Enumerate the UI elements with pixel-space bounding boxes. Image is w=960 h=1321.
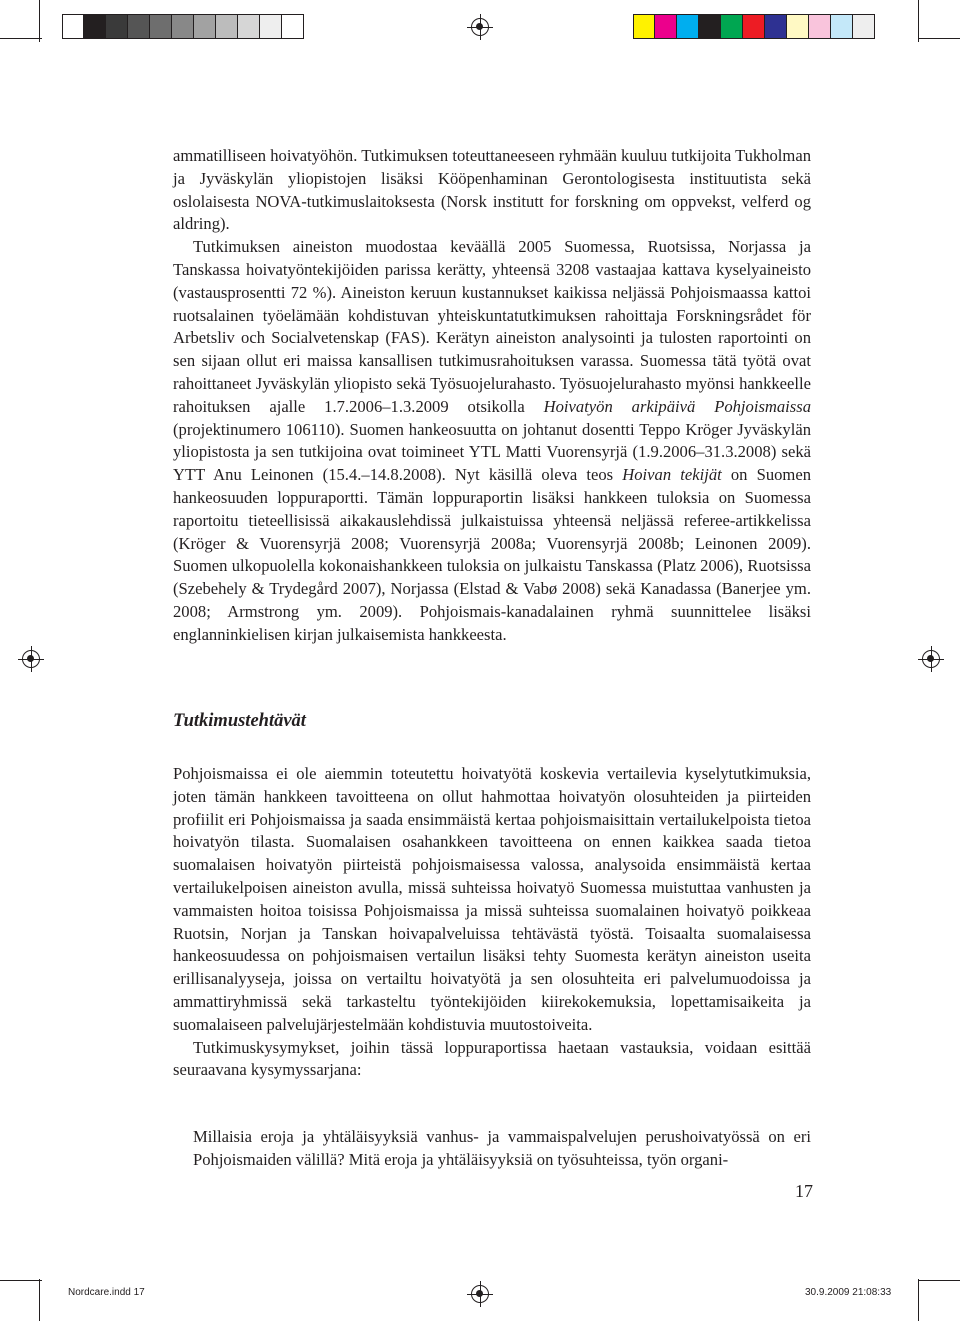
color-swatch: [831, 14, 853, 39]
paragraph-1: ammatilliseen hoivatyöhön. Tutkimuksen toteuttaneeseen ryhmään kuuluu tutkijoita Tukholman ja Jyväskylän yliopistojen lisäksi Kööpenhaminan Gerontologisesta instituutista sekä oslolaisesta NOVA-tutkimuslaitoksesta (Norsk institutt for forskning om oppvekst, velferd og aldring).: [173, 146, 811, 234]
body-text-top: [173, 145, 811, 647]
color-swatch: [677, 14, 699, 39]
color-swatch: [655, 14, 677, 39]
paragraph-2: [173, 236, 811, 646]
color-swatch: [721, 14, 743, 39]
registration-mark-bottom-icon: [471, 1285, 489, 1303]
book-title-italic: Hoivan tekijät: [622, 465, 722, 485]
gray-swatch: [62, 14, 84, 39]
registration-mark-right-icon: [922, 650, 940, 668]
crop-mark-tl-h-icon: [0, 38, 42, 39]
color-swatch: [699, 14, 721, 39]
crop-mark-tr-icon: [918, 0, 919, 42]
color-swatch: [853, 14, 875, 39]
crop-mark-br-h-icon: [918, 1280, 960, 1281]
crop-mark-bl-icon: [39, 1279, 40, 1321]
paragraph-4: Tutkimuskysymykset, joihin tässä loppuraportissa haetaan vastauksia, voidaan esittää seuraavana kysymyssarjana:: [173, 1037, 811, 1080]
color-swatch: [765, 14, 787, 39]
gray-swatch: [194, 14, 216, 39]
crop-mark-tl-icon: [39, 0, 40, 42]
gray-swatch: [150, 14, 172, 39]
crop-mark-tr-h-icon: [918, 38, 960, 39]
gray-swatch: [84, 14, 106, 39]
gray-swatch: [238, 14, 260, 39]
paragraph-2-text-a: Tutkimuksen aineiston muodostaa keväällä 2005 Suomessa, Ruotsissa, Norjassa ja Tanskassa hoivatyöntekijöiden parissa kerätty, yhteensä 3208 vastaajaa kattava kyselyaineisto (vastausprosentti 72 %). Aineiston keruun kustannukset kaikissa neljässä Pohjoismaassa kattoi ruotsalainen työelämään kohdistuvan yhteiskuntatutkimuksen rahoittaja Forskningsrådet för Arbetsliv och Socialvetenskap (FAS). Kerätyn aineiston analysointi ja tulosten raportointi on sen sijaan ollut eri maissa kansallisen tutkimusrahoituksen varassa. Suomessa tätä työtä ovat rahoittaneet Jyväskylän yliopisto sekä Työsuojelurahasto. Työsuojelurahasto myönsi hankkeelle rahoituksen ajalle 1.7.2006–1.3.2009 otsikolla: [173, 237, 811, 416]
gray-swatch: [172, 14, 194, 39]
project-title-italic: Hoivatyön arkipäivä Pohjoismaissa: [543, 396, 812, 416]
color-swatch: [787, 14, 809, 39]
gray-swatch: [128, 14, 150, 39]
paragraph-2-text-c: on Suomen hankeosuuden loppuraportti. Tämän loppuraportin lisäksi hankkeen tuloksia on Suomessa raportoitu tieteellisissä aikakauslehdissä julkaistuissa yhteensä neljässä referee-artikkelissa (Kröger & Vuorensyrjä 2008; Vuorensyrjä 2008a; Vuorensyrjä 2008b; Leinonen 2009). Suomen ulkopuolella kokonaishankkeen tuloksia on julkaistu Tanskassa (Platz 2006), Ruotsissa (Szebehely & Trydegård 2007), Norjassa (Elstad & Vabø 2008) sekä Kanadassa (Banerjee ym. 2008; Armstrong ym. 2009). Pohjoismais-kanadalainen ryhmä suunnittelee lisäksi englanninkielisen kirjan julkaisemista hankkeesta.: [173, 465, 811, 644]
gray-swatch: [282, 14, 304, 39]
paragraph-3: Pohjoismaissa ei ole aiemmin toteutettu hoivatyötä koskevia vertailevia kyselytutkimuksia, joten tämän hankkeen tavoitteena on ollut hahmottaa hoivatyön olosuhteiden ja piirteiden profiilit eri Pohjoismaissa ja saada ensimmäistä kertaa pohjoismaisittain vertailukelpoista tietoa hoivatyön tilasta. Suomalaisen osahankkeen tavoitteena on ennen kaikkea saada tietoa suomalaisen hoivatyön piirteistä pohjoismaisessa valossa, analysoida ensimmäistä kertaa vertailukelpoisen aineiston avulla, missä suhteissa hoivatyö Suomessa muistuttaa vanhusten ja vammaisten hoitoa toisissa Pohjoismaissa ja missä suhteissa suomalainen hoivatyö poikkeaa Ruotsin, Norjan ja Tanskan hoivapalveluissa tehtävästä työstä. Toisaalta suomalaisessa hankeosuudessa on pohjoismaisen vertailun lisäksi tehty Suomesta kerätyn aineiston useita erillisanalyyseja, joissa on vertailtu hoivatyötä ja sen olosuhteita eri palvelumuodoissa ja ammattiryhmissä sekä tarkasteltu työntekijöiden kiirekokemuksia, lopettamisaikeita ja suomalaiseen palvelujärjestelmään kohdistuvia muutostoiveita.: [173, 764, 811, 1034]
gray-swatch: [106, 14, 128, 39]
research-question: Millaisia eroja ja yhtäläisyyksiä vanhus- ja vammaispalvelujen perushoivatyössä on eri Pohjoismaiden välillä? Mitä eroja ja yhtäläisyyksiä on työsuhteissa, työn organi-: [193, 1127, 811, 1169]
slug-filename: Nordcare.indd 17: [68, 1287, 145, 1298]
paragraph-2-text-b: (projektinumero 106110). Suomen hankeosuutta on johtanut dosentti Teppo Kröger Jyväskylän yliopistosta ja sen tutkijoina ovat toimineet YTL Matti Vuorensyrjä (1.9.2006–31.3.2008) sekä YTT Anu Leinonen (15.4.–14.8.2008). Nyt käsillä oleva teos: [173, 419, 811, 485]
gray-swatch: [216, 14, 238, 39]
color-swatch: [809, 14, 831, 39]
crop-mark-bl-h-icon: [0, 1280, 42, 1281]
section-heading: Tutkimustehtävät: [173, 711, 306, 731]
registration-mark-left-icon: [22, 650, 40, 668]
color-calibration-bar: [633, 14, 875, 39]
color-swatch: [743, 14, 765, 39]
body-text-bottom: [173, 763, 811, 1082]
slug-timestamp: 30.9.2009 21:08:33: [805, 1287, 892, 1298]
color-swatch: [633, 14, 655, 39]
registration-mark-top-icon: [471, 18, 489, 36]
crop-mark-br-icon: [918, 1279, 919, 1321]
grayscale-calibration-bar: [62, 14, 304, 39]
page-number: 17: [795, 1181, 813, 1201]
gray-swatch: [260, 14, 282, 39]
